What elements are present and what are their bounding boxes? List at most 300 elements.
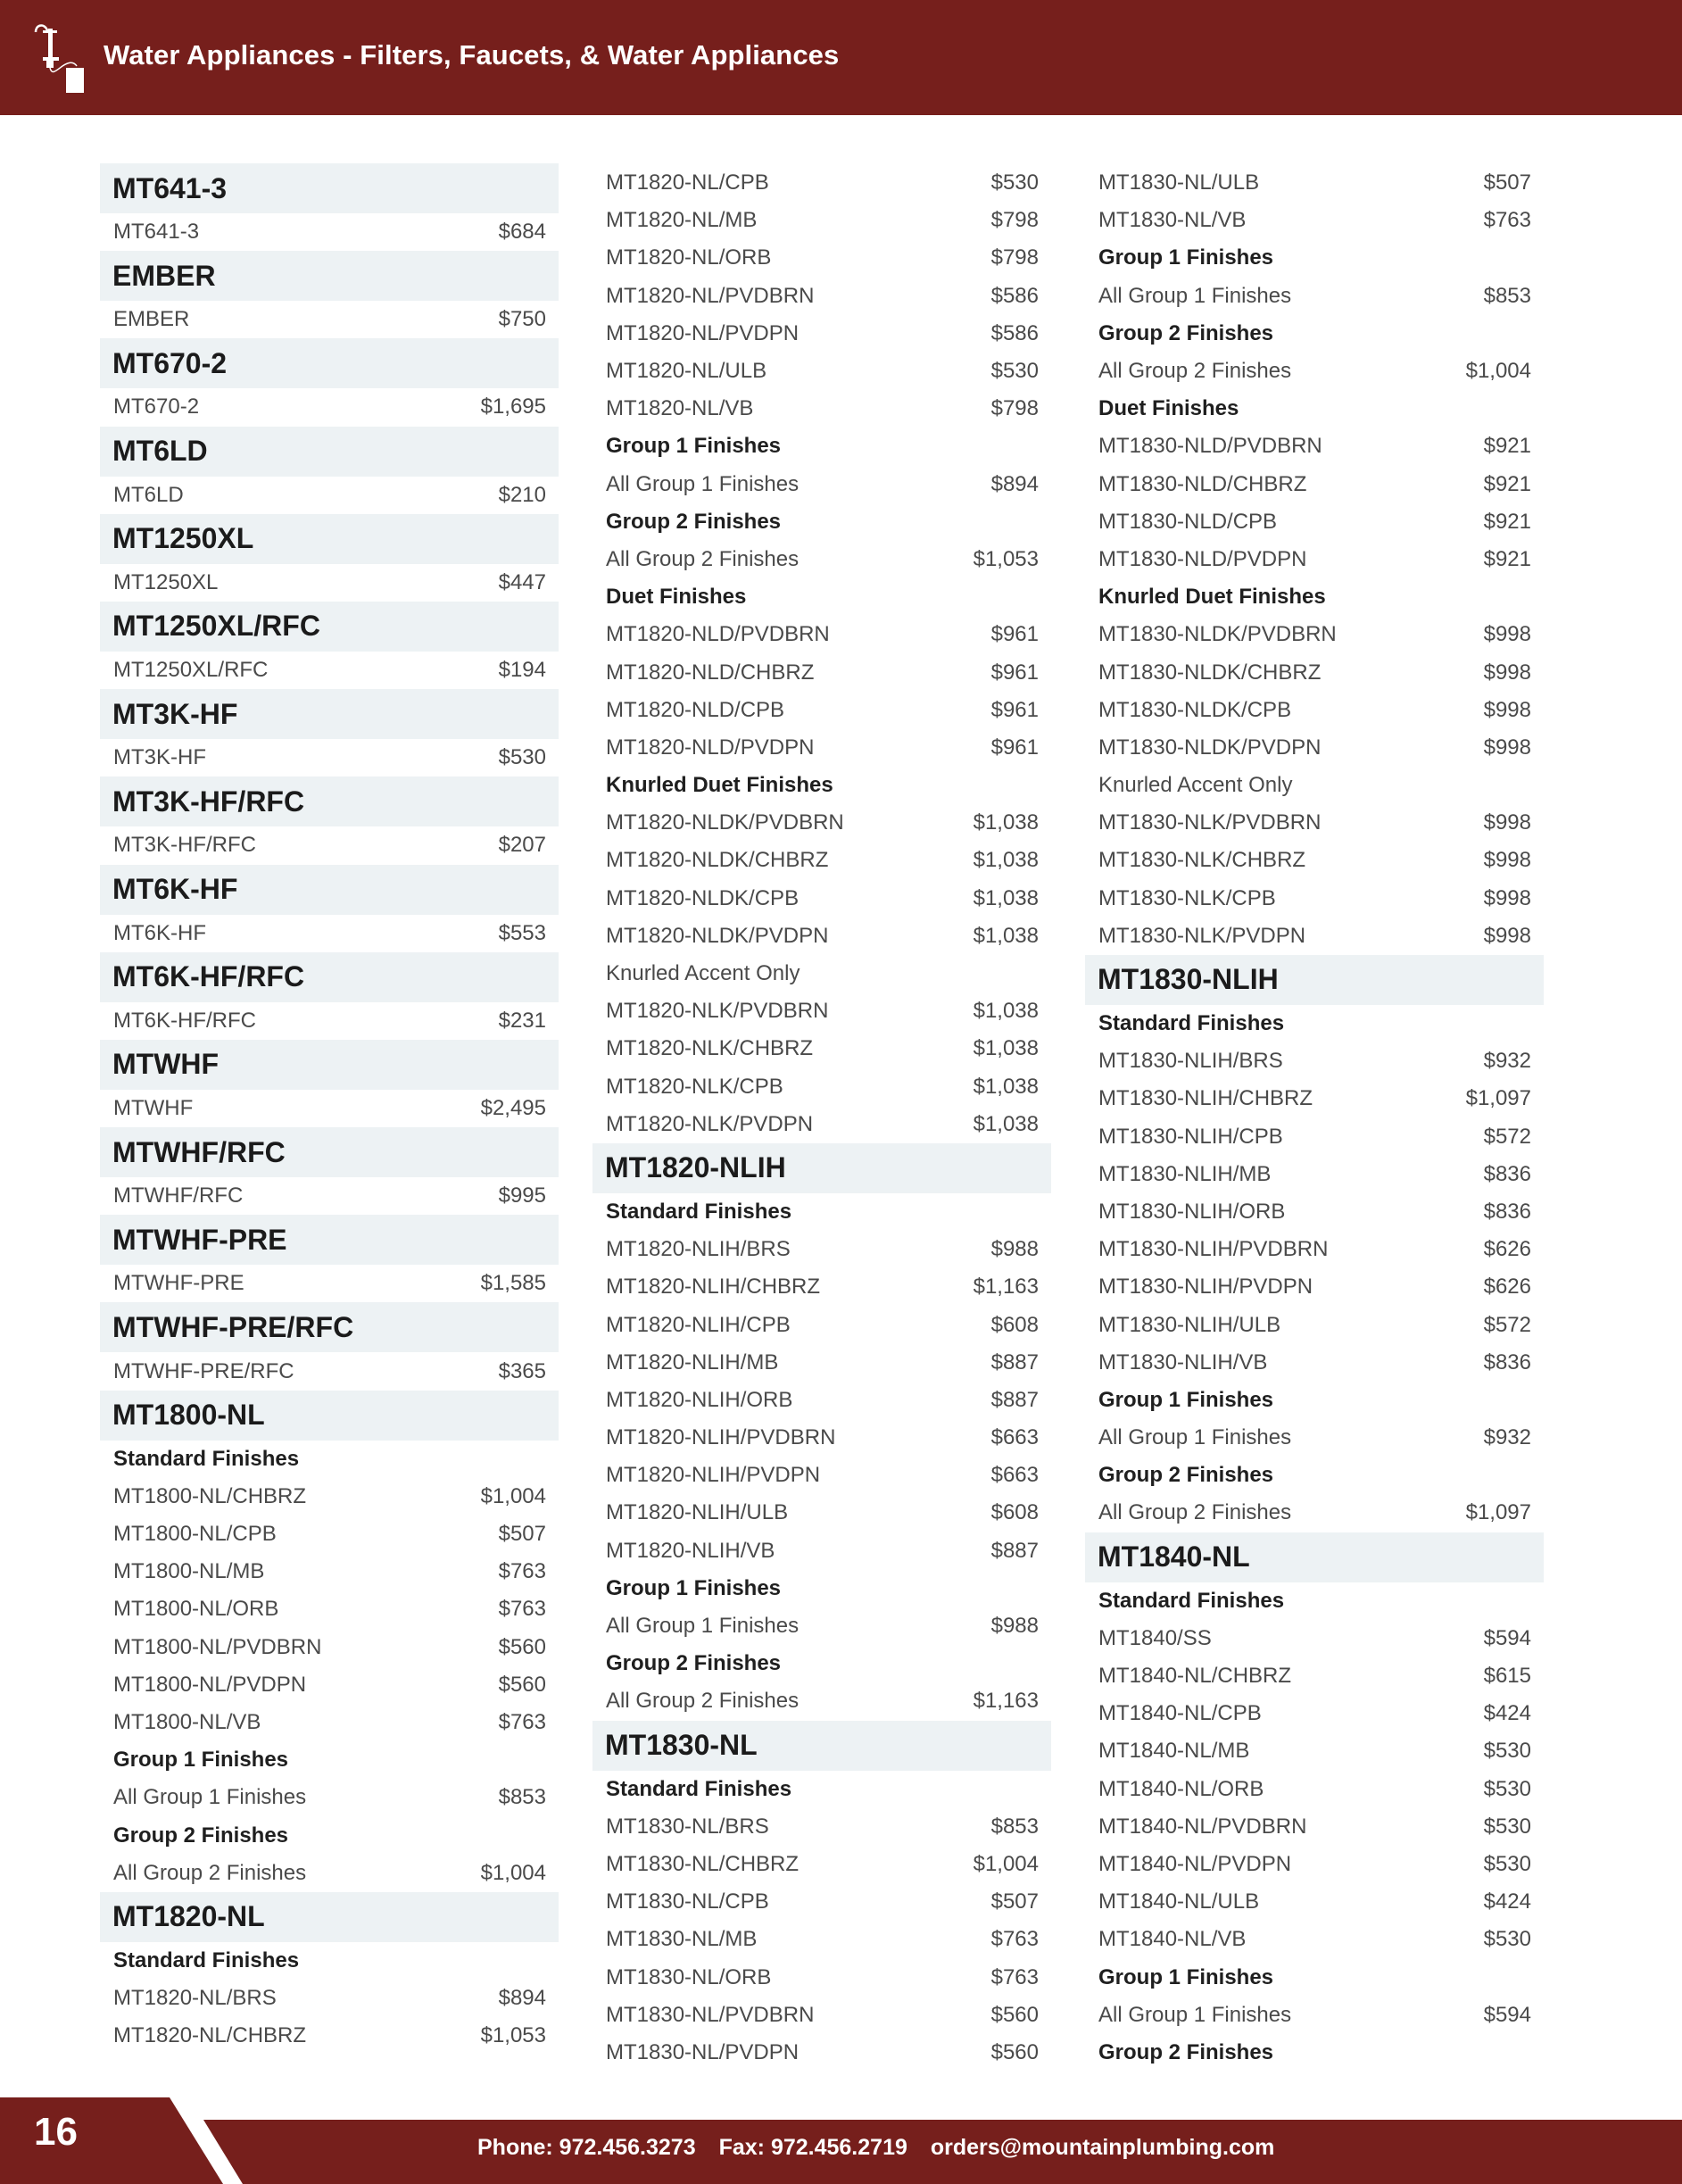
sku-label: MT1830-NL/ORB [606,1964,772,1989]
product-heading: MT1830-NL [592,1721,1051,1771]
price-row [1085,1042,1544,1080]
price-value: $507 [498,1522,546,1547]
price-value: $663 [990,1463,1039,1488]
price-value: $836 [1483,1199,1531,1224]
price-row [592,2034,1051,2072]
price-value: $995 [498,1183,546,1208]
price-value: $572 [1483,1124,1531,1149]
price-value: $998 [1483,848,1531,873]
price-row [1085,353,1544,390]
price-row [592,804,1051,842]
price-row [592,1231,1051,1268]
price-value: $1,053 [480,2023,546,2048]
price-value: $853 [1483,283,1531,308]
price-row [592,1607,1051,1645]
price-row [100,1352,559,1390]
finish-group-heading: Duet Finishes [1098,396,1239,421]
sku-label: All Group 1 Finishes [1098,283,1292,308]
sku-label: MT1820-NLIH/ORB [606,1387,793,1412]
sku-label: All Group 2 Finishes [113,1860,307,1885]
sku-label: MT1840-NL/CPB [1098,1701,1262,1726]
price-value: $1,038 [973,999,1039,1024]
finish-group-heading: Standard Finishes [113,1446,300,1471]
price-value: $1,585 [480,1271,546,1296]
price-value: $894 [990,471,1039,496]
price-value: $1,004 [480,1860,546,1885]
price-row [1085,466,1544,503]
sku-label: MT1830-NL/PVDPN [606,2039,800,2064]
sku-label: MT1820-NLK/CPB [606,1074,783,1099]
sku-label: MT641-3 [113,220,200,245]
sku-label: MT1830-NL/CHBRZ [606,1851,800,1876]
sku-label: MT1830-NLK/CPB [1098,885,1276,910]
product-heading: MT641-3 [100,163,559,213]
price-value: $763 [498,1559,546,1584]
sku-label: MT1820-NLDK/CHBRZ [606,848,829,873]
price-row [592,729,1051,767]
price-value: $932 [1483,1425,1531,1450]
sku-label: MT1820-NLK/PVDBRN [606,999,829,1024]
price-value: $594 [1483,2002,1531,2027]
faucet-filter-icon [30,21,86,95]
finish-group-heading: Group 1 Finishes [1098,1387,1274,1412]
sku-label: MT1800-NL/VB [113,1710,261,1735]
price-value: $530 [1483,1739,1531,1764]
sku-label: MT1820-NLIH/CHBRZ [606,1275,821,1300]
price-row [100,1590,559,1628]
sku-label: MT1800-NL/CPB [113,1522,277,1547]
sku-label: MT1800-NL/PVDBRN [113,1634,322,1659]
finish-group-heading: Group 2 Finishes [606,1651,782,1676]
price-row [592,278,1051,315]
price-value: $663 [990,1425,1039,1450]
price-row [100,739,559,776]
product-heading: MT6K-HF/RFC [100,952,559,1002]
price-value: $763 [990,1927,1039,1952]
price-value: $684 [498,220,546,245]
price-row [592,880,1051,918]
sku-label: MT1820-NLD/CPB [606,697,785,722]
price-value: $560 [990,2039,1039,2064]
sku-label: All Group 1 Finishes [606,471,800,496]
price-value: $424 [1483,1889,1531,1914]
product-heading: MT6LD [100,427,559,477]
product-heading: MT3K-HF/RFC [100,776,559,826]
price-value: $921 [1483,546,1531,571]
sku-label: MT1820-NLD/PVDBRN [606,622,830,647]
price-value: $988 [990,1614,1039,1639]
price-row [592,1068,1051,1106]
price-row [100,1553,559,1590]
finish-group-heading: Group 2 Finishes [113,1823,289,1848]
price-value: $1,004 [480,1483,546,1508]
sku-label: MT1820-NLIH/VB [606,1538,775,1563]
price-value: $921 [1483,471,1531,496]
price-value: $887 [990,1387,1039,1412]
price-value: $1,097 [1465,1500,1531,1525]
product-heading: MTWHF-PRE [100,1215,559,1265]
price-value: $836 [1483,1349,1531,1374]
price-value: $626 [1483,1275,1531,1300]
price-row [1085,1306,1544,1343]
finish-group-heading: Knurled Duet Finishes [1098,585,1326,610]
sku-label: MT1820-NLIH/ULB [606,1500,789,1525]
price-value: $763 [1483,208,1531,233]
price-value: $530 [1483,1814,1531,1839]
price-value: $586 [990,283,1039,308]
price-row [592,1808,1051,1846]
sku-label: MT1830-NLD/CPB [1098,509,1278,534]
sku-label: MT1830-NLK/CHBRZ [1098,848,1306,873]
price-row [592,992,1051,1030]
sku-label: MT1820-NL/BRS [113,1986,277,2011]
price-row [1085,1808,1544,1846]
price-value: $572 [1483,1312,1531,1337]
price-row [100,1090,559,1127]
product-heading: MT1250XL/RFC [100,602,559,652]
sku-label: MT1820-NLIH/BRS [606,1237,791,1262]
price-value: $586 [990,320,1039,345]
price-row [1085,503,1544,541]
product-heading: MT1840-NL [1085,1532,1544,1582]
price-value: $932 [1483,1049,1531,1074]
price-value: $1,097 [1465,1086,1531,1111]
price-row [1085,202,1544,239]
price-row [1085,278,1544,315]
price-value: $530 [1483,1851,1531,1876]
price-row [1085,1620,1544,1657]
price-value: $798 [990,245,1039,270]
sku-label: MT1830-NLDK/CPB [1098,697,1292,722]
price-row [592,1106,1051,1143]
price-row [1085,1921,1544,1958]
sku-label: All Group 2 Finishes [606,546,800,571]
sku-label: MT1830-NLIH/ULB [1098,1312,1281,1337]
price-row [1085,1344,1544,1382]
sku-label: MT1830-NLDK/CHBRZ [1098,660,1322,685]
price-value: $961 [990,697,1039,722]
price-value: $553 [498,920,546,945]
sku-label: EMBER [113,307,190,332]
price-value: $988 [990,1237,1039,1262]
price-row [1085,1494,1544,1532]
sku-label: MT3K-HF [113,745,206,770]
sku-label: MT1800-NL/PVDPN [113,1672,307,1697]
sku-label: MT1800-NL/ORB [113,1597,279,1622]
product-heading: MT1820-NLIH [592,1143,1051,1193]
sku-label: MT1840-NL/MB [1098,1739,1250,1764]
price-row [100,1265,559,1302]
price-value: $961 [990,622,1039,647]
price-row [100,564,559,602]
sku-label: MT1830-NLIH/CPB [1098,1124,1283,1149]
price-value: $887 [990,1349,1039,1374]
sku-label: MT1800-NL/MB [113,1559,265,1584]
price-value: $998 [1483,622,1531,647]
price-value: $1,053 [973,546,1039,571]
sku-label: MT1840-NL/ULB [1098,1889,1260,1914]
sku-label: MT1820-NLDK/PVDBRN [606,810,844,835]
price-value: $560 [498,1672,546,1697]
sku-label: MT1820-NLK/PVDPN [606,1111,814,1136]
finish-group-heading: Group 1 Finishes [606,1575,782,1600]
price-row [1085,653,1544,691]
sku-label: MT3K-HF/RFC [113,833,256,858]
email-link[interactable]: orders@mountainplumbing.com [930,2135,1275,2160]
price-value: $530 [498,745,546,770]
product-heading: EMBER [100,251,559,301]
sku-label: MT1820-NL/CPB [606,170,769,195]
price-value: $507 [990,1889,1039,1914]
sku-label: MT1820-NLIH/PVDPN [606,1463,821,1488]
price-column-1 [100,163,559,2055]
sku-label: MT1840-NL/PVDPN [1098,1851,1292,1876]
product-heading: MTWHF/RFC [100,1127,559,1177]
price-row [100,1980,559,2017]
price-row [592,353,1051,390]
price-row [592,918,1051,955]
price-row [1085,1997,1544,2034]
finish-group-heading: Duet Finishes [606,585,747,610]
price-row [1085,842,1544,879]
price-value: $2,495 [480,1095,546,1120]
sku-label: MT1830-NLD/CHBRZ [1098,471,1307,496]
price-value: $1,695 [480,394,546,419]
sku-label: MT1830-NLIH/BRS [1098,1049,1283,1074]
price-row [592,1457,1051,1494]
price-row [592,616,1051,653]
price-value: $836 [1483,1161,1531,1186]
price-value: $507 [1483,170,1531,195]
sku-label: MT1830-NLK/PVDPN [1098,923,1306,948]
price-row [592,692,1051,729]
sku-label: All Group 1 Finishes [1098,1425,1292,1450]
price-value: $763 [990,1964,1039,1989]
price-row [1085,1080,1544,1117]
price-row [1085,1193,1544,1231]
price-row [592,164,1051,202]
price-row [100,1177,559,1215]
price-value: $424 [1483,1701,1531,1726]
sku-label: MT1820-NL/ORB [606,245,772,270]
product-heading: MTWHF [100,1040,559,1090]
price-row [592,842,1051,879]
product-heading: MT1800-NL [100,1391,559,1441]
sku-label: MT1250XL [113,569,219,594]
sku-label: MT1830-NLIH/VB [1098,1349,1268,1374]
finish-group-heading: Group 2 Finishes [1098,2039,1274,2064]
price-value: $530 [990,359,1039,384]
sku-label: MT1830-NLD/PVDPN [1098,546,1307,571]
price-row [1085,1419,1544,1457]
price-row [1085,1883,1544,1921]
price-row [100,1516,559,1553]
price-column-3 [1085,164,1544,2072]
price-row [100,1629,559,1666]
page-header [0,0,1682,115]
price-row [592,653,1051,691]
price-value: $853 [498,1785,546,1810]
sku-label: All Group 2 Finishes [1098,359,1292,384]
price-value: $1,038 [973,848,1039,873]
sku-label: MT1820-NLIH/MB [606,1349,779,1374]
price-row [592,1494,1051,1532]
price-value: $798 [990,396,1039,421]
sku-label: MT1840-NL/VB [1098,1927,1247,1952]
price-row [1085,616,1544,653]
price-value: $1,163 [973,1689,1039,1714]
price-value: $626 [1483,1237,1531,1262]
price-value: $998 [1483,735,1531,760]
price-value: $194 [498,658,546,683]
sku-label: MT1830-NLIH/CHBRZ [1098,1086,1313,1111]
sku-label: MT1820-NLIH/CPB [606,1312,791,1337]
price-row [592,1030,1051,1067]
sku-label: MTWHF/RFC [113,1183,244,1208]
price-value: $1,038 [973,923,1039,948]
sku-label: MT1820-NL/PVDPN [606,320,800,345]
sku-label: MT6K-HF [113,920,206,945]
price-row [592,1419,1051,1457]
price-value: $1,038 [973,1111,1039,1136]
price-row [1085,1695,1544,1732]
sku-label: MT1830-NL/ULB [1098,170,1260,195]
price-row [1085,1156,1544,1193]
price-value: $998 [1483,923,1531,948]
finish-group-heading: Group 1 Finishes [1098,245,1274,270]
price-row [592,239,1051,277]
sku-label: MTWHF-PRE [113,1271,244,1296]
finish-group-heading: Group 2 Finishes [606,509,782,534]
sku-label: MT1800-NL/CHBRZ [113,1483,307,1508]
price-value: $231 [498,1008,546,1033]
price-row [100,301,559,338]
sku-label: MT1840/SS [1098,1625,1212,1650]
sku-label: MT1840-NL/ORB [1098,1776,1264,1801]
price-value: $998 [1483,810,1531,835]
price-row [1085,164,1544,202]
price-value: $798 [990,208,1039,233]
price-row [1085,1771,1544,1808]
finish-group-heading: Group 2 Finishes [1098,320,1274,345]
price-row [100,1704,559,1741]
page-number: 16 [34,2110,78,2154]
sku-label: MTWHF-PRE/RFC [113,1358,294,1383]
product-heading: MT1830-NLIH [1085,955,1544,1005]
price-row [100,1779,559,1816]
price-value: $1,004 [973,1851,1039,1876]
price-value: $530 [1483,1776,1531,1801]
sku-label: MT1820-NLK/CHBRZ [606,1036,814,1061]
finish-group-heading: Knurled Duet Finishes [606,773,833,798]
price-row [1085,1846,1544,1883]
price-row [1085,541,1544,578]
price-row [1085,1732,1544,1770]
product-heading: MT6K-HF [100,865,559,915]
product-heading: MT1250XL [100,514,559,564]
price-value: $1,038 [973,810,1039,835]
price-value: $853 [990,1814,1039,1839]
price-value: $594 [1483,1625,1531,1650]
section-note: Knurled Accent Only [606,961,800,986]
sku-label: MT1830-NLDK/PVDBRN [1098,622,1337,647]
sku-label: MTWHF [113,1095,194,1120]
price-row [100,1855,559,1892]
price-value: $615 [1483,1664,1531,1689]
price-row [100,1666,559,1704]
sku-label: MT1820-NL/VB [606,396,754,421]
page-title: Water Appliances - Filters, Faucets, & Water Appliances [104,39,840,71]
sku-label: MT1820-NLDK/CPB [606,885,800,910]
sku-label: MT1820-NLD/PVDPN [606,735,815,760]
product-heading: MT3K-HF [100,689,559,739]
sku-label: MT1830-NL/CPB [606,1889,769,1914]
sku-label: MT1820-NL/ULB [606,359,767,384]
price-row [592,1344,1051,1382]
price-value: $894 [498,1986,546,2011]
price-value: $1,038 [973,1074,1039,1099]
finish-group-heading: Standard Finishes [113,1947,300,1972]
price-row [1085,1231,1544,1268]
price-row [1085,804,1544,842]
price-row [1085,880,1544,918]
price-row [592,315,1051,353]
price-row [1085,1657,1544,1695]
product-heading: MT670-2 [100,338,559,388]
price-value: $608 [990,1500,1039,1525]
price-row [592,1921,1051,1958]
price-value: $998 [1483,885,1531,910]
price-row [592,1382,1051,1419]
price-value: $530 [990,170,1039,195]
price-value: $887 [990,1538,1039,1563]
finish-group-heading: Standard Finishes [606,1776,792,1801]
price-row [100,915,559,952]
price-value: $447 [498,569,546,594]
price-value: $1,163 [973,1275,1039,1300]
price-row [592,1997,1051,2034]
price-value: $210 [498,482,546,507]
price-value: $921 [1483,509,1531,534]
price-row [100,388,559,426]
price-value: $998 [1483,697,1531,722]
price-row [592,390,1051,428]
sku-label: All Group 1 Finishes [113,1785,307,1810]
price-column-2 [592,164,1051,2072]
price-value: $998 [1483,660,1531,685]
price-row [100,213,559,251]
price-value: $763 [498,1710,546,1735]
price-row [100,652,559,689]
price-row [1085,729,1544,767]
finish-group-heading: Standard Finishes [1098,1011,1285,1036]
price-value: $608 [990,1312,1039,1337]
sku-label: MT1830-NLD/PVDBRN [1098,434,1322,459]
price-row [592,466,1051,503]
price-row [100,1478,559,1516]
price-value: $921 [1483,434,1531,459]
price-row [592,1532,1051,1570]
product-heading: MTWHF-PRE/RFC [100,1302,559,1352]
price-row [592,1306,1051,1343]
price-value: $365 [498,1358,546,1383]
price-value: $1,038 [973,885,1039,910]
sku-label: MT1820-NL/CHBRZ [113,2023,307,2048]
finish-group-heading: Group 1 Finishes [606,434,782,459]
sku-label: MT1840-NL/PVDBRN [1098,1814,1307,1839]
fax-number: Fax: 972.456.2719 [718,2135,907,2160]
sku-label: MT1830-NLIH/MB [1098,1161,1272,1186]
